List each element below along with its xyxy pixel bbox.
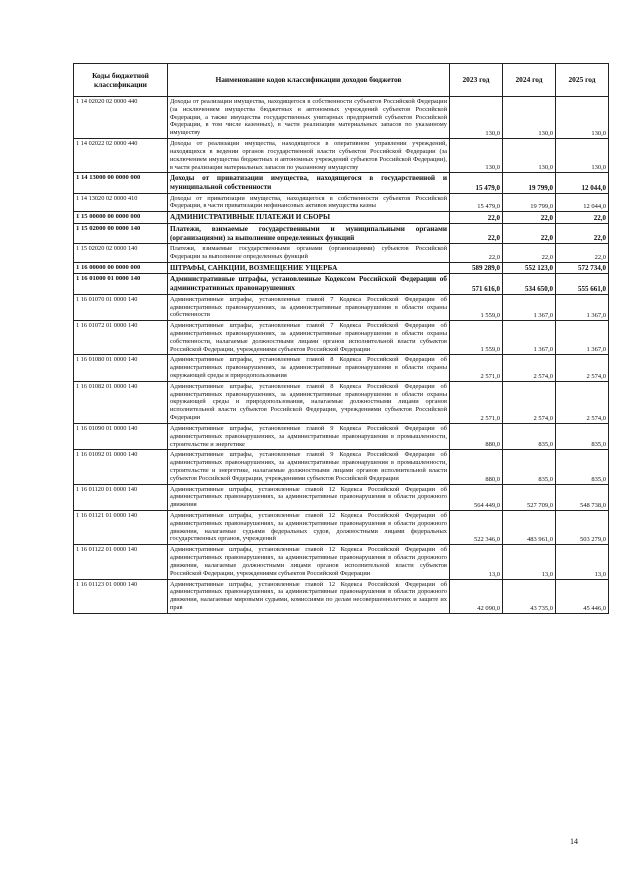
- page-number: 14: [570, 837, 578, 846]
- table-row: [74, 212, 609, 224]
- table-row: [74, 193, 609, 212]
- row-value-2023: 880,0: [450, 423, 503, 449]
- table-row: [74, 321, 609, 355]
- row-value-2025: 22,0: [556, 212, 609, 224]
- row-value-2024: 130,0: [503, 97, 556, 139]
- row-code: 1 16 01121 01 0000 140: [74, 511, 168, 545]
- row-code: 1 15 00000 00 0000 000: [74, 212, 168, 224]
- row-name: Платежи, взимаемые государственными и муниципальными органами (организациями) за выполнение определенных функций: [168, 223, 450, 243]
- row-code: 1 15 02020 02 0000 140: [74, 244, 168, 263]
- row-name: Доходы от приватизации имущества, находящегося в государственной и муниципальной собственности: [168, 173, 450, 193]
- row-value-2023: 522 346,0: [450, 511, 503, 545]
- row-value-2025: 548 738,0: [556, 484, 609, 510]
- row-value-2023: 1 559,0: [450, 321, 503, 355]
- row-value-2024: 22,0: [503, 212, 556, 224]
- row-code: 1 16 01090 01 0000 140: [74, 423, 168, 449]
- row-value-2025: 130,0: [556, 97, 609, 139]
- row-value-2025: 13,0: [556, 545, 609, 579]
- budget-revenue-table: [73, 63, 609, 614]
- row-code: 1 14 02022 02 0000 440: [74, 139, 168, 173]
- row-name: Административные штрафы, установленные главой 8 Кодекса Российской Федерации об административных правонарушениях, за административные правонарушения в области охраны окружающей среды и природопользования, налагаемые должностными лицами органов исполнительной власти субъектов Российской Федерации, учреждениями субъектов Российской Федерации: [168, 381, 450, 423]
- row-value-2024: 13,0: [503, 545, 556, 579]
- row-value-2024: 534 650,0: [503, 274, 556, 294]
- header-2025: 2025 год: [556, 64, 609, 97]
- header-2024: 2024 год: [503, 64, 556, 97]
- row-code: 1 14 13020 02 0000 410: [74, 193, 168, 212]
- table-row: [74, 139, 609, 173]
- table-row: [74, 97, 609, 139]
- row-value-2025: 503 279,0: [556, 511, 609, 545]
- row-value-2025: 12 044,0: [556, 193, 609, 212]
- row-name: ШТРАФЫ, САНКЦИИ, ВОЗМЕЩЕНИЕ УЩЕРБА: [168, 262, 450, 274]
- row-code: 1 16 01123 01 0000 140: [74, 579, 168, 613]
- row-value-2025: 1 367,0: [556, 321, 609, 355]
- row-value-2025: 835,0: [556, 450, 609, 484]
- row-value-2023: 15 479,0: [450, 173, 503, 193]
- table-row: [74, 545, 609, 579]
- table-row: [74, 294, 609, 320]
- row-code: 1 16 01120 01 0000 140: [74, 484, 168, 510]
- table-row: [74, 423, 609, 449]
- row-value-2024: 43 735,0: [503, 579, 556, 613]
- row-code: 1 15 02000 00 0000 140: [74, 223, 168, 243]
- table-row: [74, 223, 609, 243]
- row-code: 1 16 01072 01 0000 140: [74, 321, 168, 355]
- table-row: [74, 381, 609, 423]
- row-value-2024: 22,0: [503, 244, 556, 263]
- row-code: 1 16 01070 01 0000 140: [74, 294, 168, 320]
- row-code: 1 16 01080 01 0000 140: [74, 355, 168, 381]
- row-name: Административные штрафы, установленные главой 9 Кодекса Российской Федерации об административных правонарушениях, за административные правонарушения в промышленности, строительстве и энергетике, налагаемые должностными лицами органов исполнительной власти субъектов Российской Федерации, учреждениями субъектов Российской Федерации: [168, 450, 450, 484]
- row-value-2023: 130,0: [450, 97, 503, 139]
- row-value-2023: 2 571,0: [450, 381, 503, 423]
- row-value-2024: 835,0: [503, 450, 556, 484]
- row-name: Доходы от приватизации имущества, находящегося в собственности субъектов Российской Федерации, в части приватизации нефинансовых активов имущества казны: [168, 193, 450, 212]
- row-value-2025: 835,0: [556, 423, 609, 449]
- header-2023: 2023 год: [450, 64, 503, 97]
- row-name: Платежи, взимаемые государственными органами (организациями) субъектов Российской Федерации за выполнение определенных функций: [168, 244, 450, 263]
- row-name: Административные штрафы, установленные главой 7 Кодекса Российской Федерации об административных правонарушениях, за административные правонарушения в области охраны собственности: [168, 294, 450, 320]
- row-code: 1 14 13000 00 0000 000: [74, 173, 168, 193]
- row-value-2023: 880,0: [450, 450, 503, 484]
- row-name: АДМИНИСТРАТИВНЫЕ ПЛАТЕЖИ И СБОРЫ: [168, 212, 450, 224]
- row-value-2023: 22,0: [450, 244, 503, 263]
- row-value-2025: 572 734,0: [556, 262, 609, 274]
- row-name: Административные штрафы, установленные Кодексом Российской Федерации об административных правонарушениях: [168, 274, 450, 294]
- row-name: Административные штрафы, установленные главой 9 Кодекса Российской Федерации об административных правонарушениях, за административные правонарушения в промышленности, строительстве и энергетике: [168, 423, 450, 449]
- row-value-2025: 2 574,0: [556, 355, 609, 381]
- row-value-2024: 19 799,0: [503, 173, 556, 193]
- row-value-2023: 42 090,0: [450, 579, 503, 613]
- row-value-2024: 835,0: [503, 423, 556, 449]
- table-row: [74, 274, 609, 294]
- row-name: Административные штрафы, установленные главой 12 Кодекса Российской Федерации об административных правонарушениях, за административные правонарушения в области дорожного движения: [168, 484, 450, 510]
- header-name: Наименование кодов классификации доходов бюджетов: [168, 64, 450, 97]
- row-name: Доходы от реализации имущества, находящегося в собственности субъектов Российской Федерации (за исключением имущества бюджетных и автономных учреждений субъектов Российской Федерации, а также имущества государственных унитарных предприятий субъектов Российской Федерации, в том числе казенных), в части реализации материальных запасов по указанному имуществу: [168, 97, 450, 139]
- row-value-2025: 555 661,0: [556, 274, 609, 294]
- row-value-2025: 12 044,0: [556, 173, 609, 193]
- row-value-2025: 2 574,0: [556, 381, 609, 423]
- row-value-2024: 1 367,0: [503, 294, 556, 320]
- row-code: 1 16 01082 01 0000 140: [74, 381, 168, 423]
- row-value-2025: 22,0: [556, 244, 609, 263]
- table-row: [74, 511, 609, 545]
- row-code: 1 16 01092 01 0000 140: [74, 450, 168, 484]
- table-row: [74, 173, 609, 193]
- table-row: [74, 579, 609, 613]
- row-value-2025: 130,0: [556, 139, 609, 173]
- row-value-2023: 13,0: [450, 545, 503, 579]
- row-value-2023: 2 571,0: [450, 355, 503, 381]
- row-value-2023: 571 616,0: [450, 274, 503, 294]
- row-code: 1 16 01000 01 0000 140: [74, 274, 168, 294]
- row-value-2024: 130,0: [503, 139, 556, 173]
- row-value-2023: 589 289,0: [450, 262, 503, 274]
- row-name: Административные штрафы, установленные главой 12 Кодекса Российской Федерации об административных правонарушениях, за административные правонарушения в области дорожного движения, налагаемые должностными лицами органов исполнительной власти субъектов Российской Федерации, учреждениями субъектов Российской Федерации: [168, 545, 450, 579]
- table-row: [74, 355, 609, 381]
- row-value-2024: 483 961,0: [503, 511, 556, 545]
- row-value-2023: 1 559,0: [450, 294, 503, 320]
- row-value-2025: 1 367,0: [556, 294, 609, 320]
- table-row: [74, 484, 609, 510]
- row-value-2023: 15 479,0: [450, 193, 503, 212]
- row-value-2024: 552 123,0: [503, 262, 556, 274]
- row-code: 1 14 02020 02 0000 440: [74, 97, 168, 139]
- row-name: Административные штрафы, установленные главой 7 Кодекса Российской Федерации об административных правонарушениях, за административные правонарушения в области охраны собственности, налагаемые должностными лицами органов исполнительной власти субъектов Российской Федерации, учреждениями субъектов Российской Федерации: [168, 321, 450, 355]
- row-code: 1 16 01122 01 0000 140: [74, 545, 168, 579]
- row-name: Административные штрафы, установленные главой 12 Кодекса Российской Федерации об административных правонарушениях, за административные правонарушения в области дорожного движения, налагаемые судьями федеральных судов, должностными лицами федеральных государственных органов, учреждений: [168, 511, 450, 545]
- row-code: 1 16 00000 00 0000 000: [74, 262, 168, 274]
- row-value-2025: 22,0: [556, 223, 609, 243]
- table-row: [74, 450, 609, 484]
- table-row: [74, 262, 609, 274]
- row-value-2023: 130,0: [450, 139, 503, 173]
- row-name: Административные штрафы, установленные главой 8 Кодекса Российской Федерации об административных правонарушениях, за административные правонарушения в области охраны окружающей среды и природопользования: [168, 355, 450, 381]
- row-value-2023: 564 449,0: [450, 484, 503, 510]
- row-value-2023: 22,0: [450, 223, 503, 243]
- row-value-2024: 2 574,0: [503, 381, 556, 423]
- row-name: Доходы от реализации имущества, находящегося в оперативном управлении учреждений, находящихся в ведении органов государственной власти субъектов Российской Федерации (за исключением имущества бюджетных и автономных учреждений субъектов Российской Федерации), в части реализации материальных запасов по указанному имуществу: [168, 139, 450, 173]
- row-name: Административные штрафы, установленные главой 12 Кодекса Российской Федерации об административных правонарушениях, за административные правонарушения в области дорожного движения, налагаемые мировыми судьями, комиссиями по делам несовершеннолетних и защите их прав: [168, 579, 450, 613]
- row-value-2024: 527 709,0: [503, 484, 556, 510]
- row-value-2024: 2 574,0: [503, 355, 556, 381]
- table-header-row: [74, 64, 609, 97]
- row-value-2024: 22,0: [503, 223, 556, 243]
- header-code: Коды бюджетной классификации: [74, 64, 168, 97]
- row-value-2023: 22,0: [450, 212, 503, 224]
- row-value-2024: 1 367,0: [503, 321, 556, 355]
- row-value-2024: 19 799,0: [503, 193, 556, 212]
- table-row: [74, 244, 609, 263]
- row-value-2025: 45 446,0: [556, 579, 609, 613]
